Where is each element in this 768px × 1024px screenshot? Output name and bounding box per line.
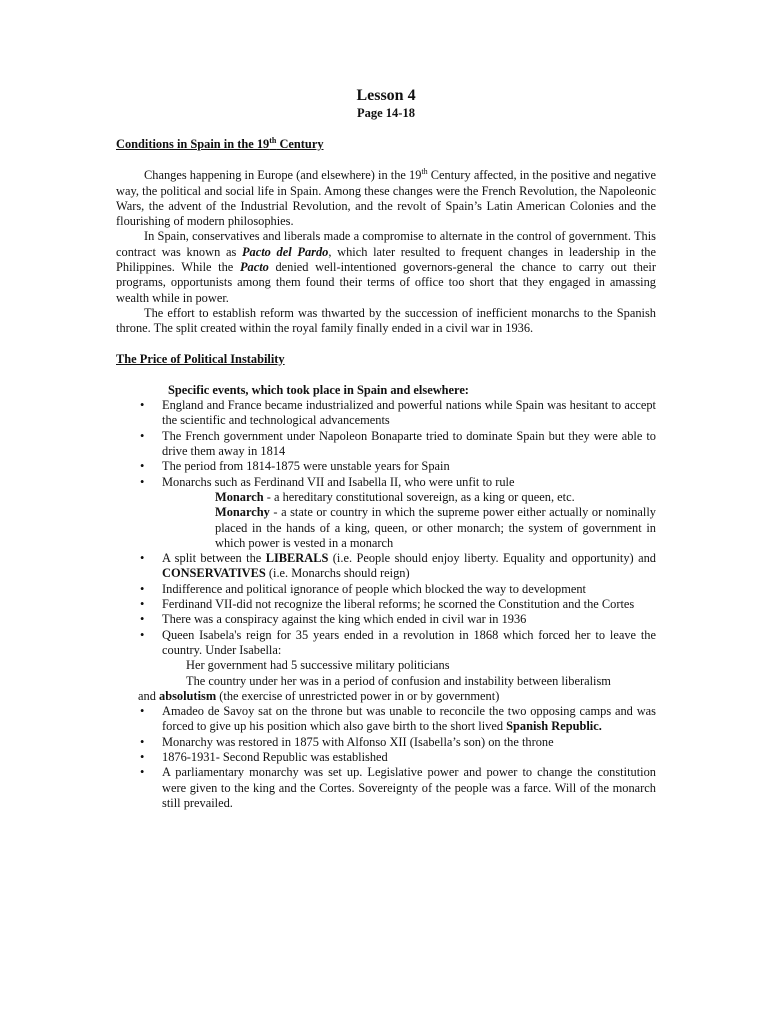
events-list-3 xyxy=(116,704,656,811)
section-heading-conditions: Conditions in Spain in the 19th Century xyxy=(116,136,324,151)
lesson-title: Lesson 4 xyxy=(356,87,416,104)
events-subheading: Specific events, which took place in Spain and elsewhere: xyxy=(168,382,469,397)
events-list-1 xyxy=(116,398,656,490)
list-item: • There was a conspiracy against the king which ended in civil war in 1936 xyxy=(116,612,656,627)
list-item: • The French government under Napoleon Bonaparte tried to dominate Spain but they were able to drive them away in 1814 xyxy=(116,429,656,460)
definition-monarch: Monarch - a hereditary constitutional sovereign, as a king or queen, etc. xyxy=(215,489,575,504)
definition-monarchy: Monarchy - a state or country in which the supreme power either actually or nominally placed in the hands of a king, queen, or other monarch; the system of government in which power is vested in a monarch xyxy=(215,505,656,550)
section-heading-instability: The Price of Political Instability xyxy=(116,351,285,366)
document-page xyxy=(116,86,656,811)
list-item: • Monarchs such as Ferdinand VII and Isabella II, who were unfit to rule xyxy=(116,475,656,490)
list-item-split: • A split between the LIBERALS (i.e. People should enjoy liberty. Equality and opportunity) and CONSERVATIVES (i.e. Monarchs should reign) xyxy=(116,551,656,582)
list-item: • Indifference and political ignorance of people which blocked the way to development xyxy=(116,582,656,597)
isabella-detail-3: and absolutism (the exercise of unrestricted power in or by government) xyxy=(138,688,500,703)
list-item: • Ferdinand VII-did not recognize the liberal reforms; he scorned the Constitution and the Cortes xyxy=(116,597,656,612)
isabella-detail-2: The country under her was in a period of confusion and instability between liberalism xyxy=(186,673,611,688)
list-item: • 1876-1931- Second Republic was established xyxy=(116,750,656,765)
list-item-amadeo: • Amadeo de Savoy sat on the throne but was unable to reconcile the two opposing camps and was forced to give up his position which also gave birth to the short lived Spanish Republic. xyxy=(116,704,656,735)
list-item: • Monarchy was restored in 1875 with Alfonso XII (Isabella’s son) on the throne xyxy=(116,735,656,750)
paragraph-pacto: In Spain, conservatives and liberals made a compromise to alternate in the control of government. This contract was known as Pacto del Pardo, which later resulted to frequent changes in leadership in the Philippines. While the Pacto denied well-intentioned governors-general the chance to carry out their programs, opportunists among them found their terms of office too short that they engaged in amassing wealth while in power. xyxy=(116,229,656,305)
events-list-2 xyxy=(116,551,656,658)
isabella-detail-1: Her government had 5 successive military politicians xyxy=(186,658,450,673)
list-item: • Queen Isabela's reign for 35 years ended in a revolution in 1868 which forced her to leave the country. Under Isabella: xyxy=(116,628,656,659)
lesson-page-range: Page 14-18 xyxy=(357,106,415,120)
list-item: • The period from 1814-1875 were unstable years for Spain xyxy=(116,459,656,474)
paragraph-reform: The effort to establish reform was thwarted by the succession of inefficient monarchs to the Spanish throne. The split created within the royal family finally ended in a civil war in 1936. xyxy=(116,305,656,336)
list-item: • England and France became industrialized and powerful nations while Spain was hesitant to accept the scientific and technological advancements xyxy=(116,398,656,429)
paragraph-changes: Changes happening in Europe (and elsewhere) in the 19th Century affected, in the positive and negative way, the political and social life in Spain. Among these changes were the French Revolution, the Napoleonic Wars, the advent of the Industrial Revolution, and the revolt of Spain’s Latin American Colonies and the flourishing of modern philosophies. xyxy=(116,167,657,229)
list-item: • A parliamentary monarchy was set up. Legislative power and power to change the constitution were given to the king and the Cortes. Sovereignty of the people was a farce. Will of the monarch still prevailed. xyxy=(116,765,656,811)
